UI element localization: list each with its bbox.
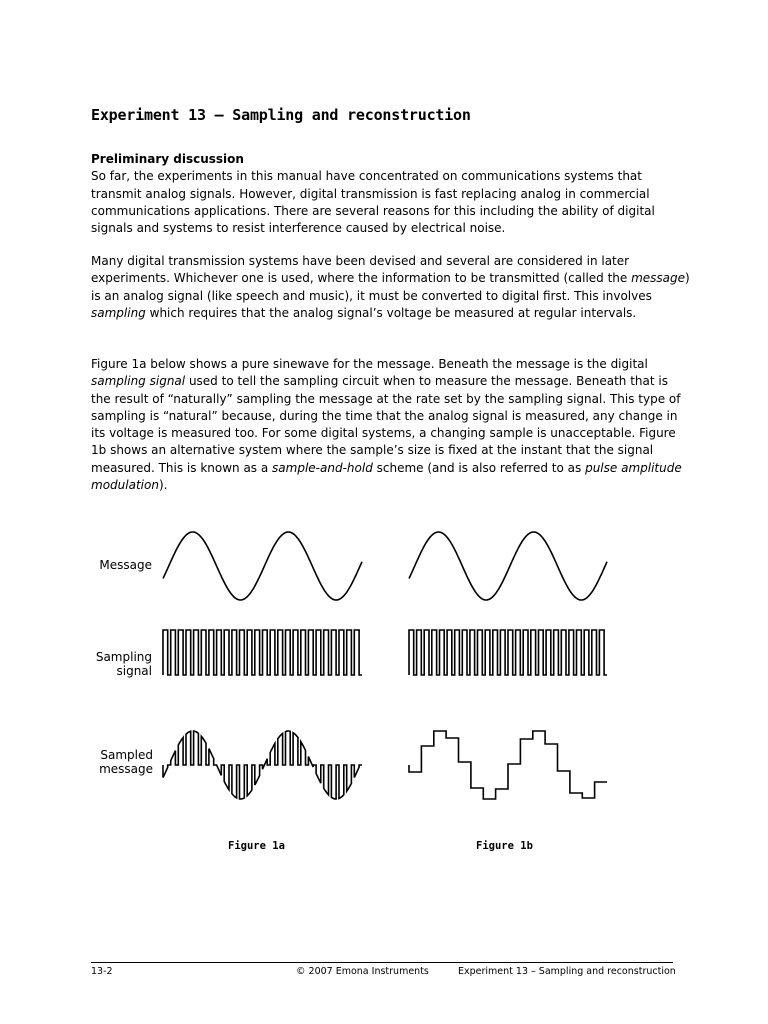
- text-run: scheme (and is also referred to as: [372, 460, 586, 475]
- label-line: signal: [116, 664, 152, 678]
- subheading: Preliminary discussion: [91, 152, 244, 166]
- emphasis-sampling-signal: sampling signal: [91, 374, 186, 389]
- text-run: Figure 1a below shows a pure sinewave for the message. Beneath the message is the digital: [91, 357, 648, 371]
- footer-copyright: © 2007 Emona Instruments: [296, 966, 429, 977]
- figure-1b: [409, 532, 607, 799]
- label-line: Sampled: [100, 748, 153, 762]
- footer-rule: [91, 962, 673, 963]
- message-sinewave: [409, 532, 607, 600]
- sampling-pulse-train: [163, 630, 362, 675]
- label-line: message: [99, 762, 153, 776]
- emphasis-message: message: [631, 271, 686, 286]
- label-message: Message: [99, 558, 152, 572]
- sampled-message-natural: [163, 731, 362, 799]
- text-run: used to tell the sampling circuit when to measure the message. Beneath that is the result of “naturally” sampling the message at the rate set by the sampling signal. This type of sampling is “natural” because, during the time that the analog signal is measured, any change in its voltage is measured too. For some digital systems, a changing sample is unacceptable. Figure 1b shows an alternative system where the sample’s size is fixed at the instant that the signal measured. This is known as a: [91, 374, 681, 475]
- text-run: ) is an analog signal (like speech and music), it must be converted to digital first. This involves: [91, 271, 690, 303]
- caption-figure-1a: Figure 1a: [228, 840, 285, 852]
- figure-1a: [163, 532, 362, 799]
- emphasis-sampling: sampling: [91, 305, 146, 320]
- emphasis-sample-and-hold: sample-and-hold: [272, 460, 373, 475]
- label-line: Sampling: [95, 650, 152, 664]
- emphasis-pam: pulse amplitude modulation: [91, 460, 682, 493]
- text-run: which requires that the analog signal’s voltage be measured at regular intervals.: [145, 305, 637, 320]
- footer-page-number: 13-2: [91, 966, 113, 977]
- sampling-pulse-train: [409, 630, 607, 675]
- text-run: Many digital transmission systems have been devised and several are considered in later experiments. Whichever one is used, where the information to be transmitted (called the: [91, 254, 632, 286]
- footer-title: Experiment 13 – Sampling and reconstruction: [458, 966, 676, 977]
- paragraph-text: So far, the experiments in this manual have concentrated on communications systems that transmit analog signals. However, digital transmission is fast replacing analog in commercial communications applications. There are several reasons for this including the ability of digital signals and systems to resist interference caused by electrical noise.: [91, 169, 655, 236]
- sampled-message-hold: [409, 731, 607, 799]
- page-heading: Experiment 13 – Sampling and reconstruction: [91, 106, 471, 124]
- text-run: ).: [158, 478, 168, 493]
- caption-figure-1b: Figure 1b: [476, 840, 533, 852]
- message-sinewave: [163, 532, 362, 600]
